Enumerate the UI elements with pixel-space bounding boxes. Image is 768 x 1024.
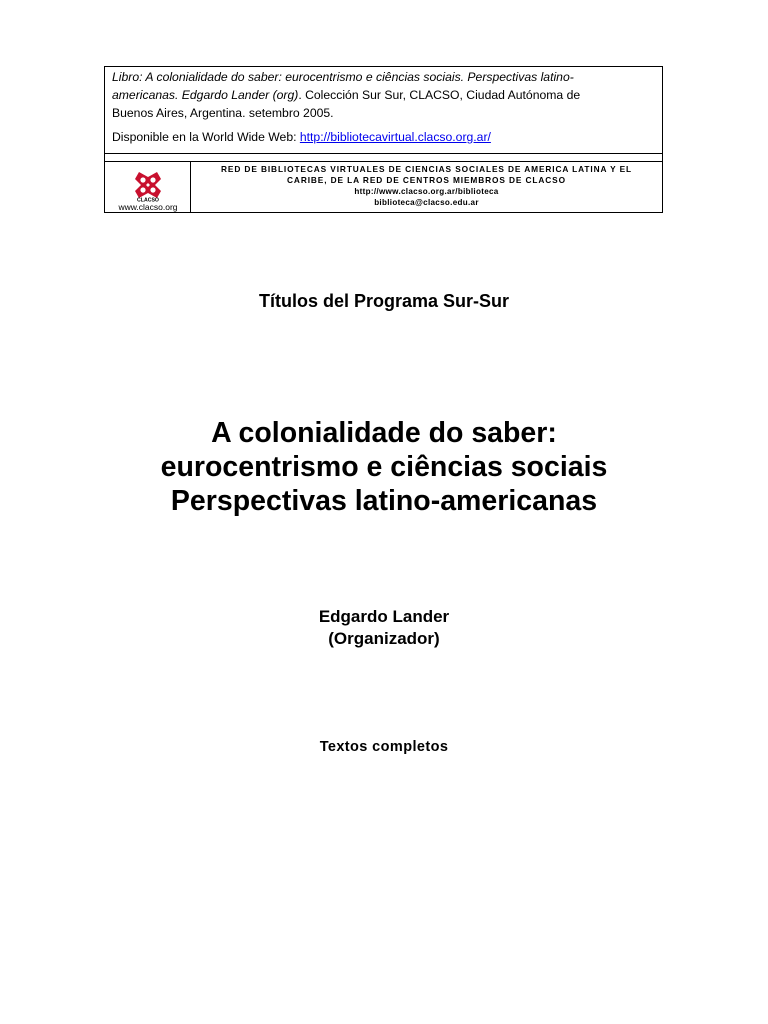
network-line-2: CARIBE, DE LA RED DE CENTROS MIEMBROS DE CLACSO bbox=[287, 175, 566, 185]
citation-line-2-italic: americanas. Edgardo Lander (org) bbox=[112, 88, 299, 102]
author-block bbox=[0, 606, 768, 650]
logo-cell bbox=[105, 162, 191, 213]
program-title: Títulos del Programa Sur-Sur bbox=[258, 291, 510, 311]
author-role: (Organizador) bbox=[328, 629, 440, 648]
clacso-wordmark: CLACSO bbox=[137, 197, 159, 202]
network-row bbox=[105, 161, 662, 213]
library-link[interactable]: http://bibliotecavirtual.clacso.org.ar/ bbox=[299, 130, 491, 144]
availability-label: Disponible en la World Wide Web: bbox=[112, 130, 300, 144]
network-url: http://www.clacso.org.ar/biblioteca bbox=[354, 187, 499, 196]
citation-box bbox=[104, 66, 663, 213]
citation-line-2 bbox=[112, 86, 656, 104]
author-name: Edgardo Lander bbox=[318, 607, 450, 626]
network-line-1: RED DE BIBLIOTECAS VIRTUALES DE CIENCIAS SOCIALES DE AMERICA LATINA Y EL bbox=[221, 164, 632, 174]
book-title-line-3: Perspectivas latino-americanas bbox=[170, 485, 598, 517]
citation-line-2-rest: . Colección Sur Sur, CLACSO, Ciudad Autónoma de bbox=[298, 88, 581, 102]
book-title-line-1: A colonialidade do saber: bbox=[211, 417, 557, 449]
full-texts-label: Textos completos bbox=[319, 739, 449, 755]
network-text bbox=[191, 164, 662, 208]
book-title bbox=[0, 416, 768, 518]
citation-line-1: Libro: A colonialidade do saber: eurocentrismo e ciências sociais. Perspectivas latino- bbox=[112, 70, 574, 84]
clacso-logo-icon bbox=[131, 168, 165, 202]
logo-url: www.clacso.org bbox=[118, 202, 178, 212]
citation-text bbox=[105, 67, 662, 153]
book-title-line-2: eurocentrismo e ciências sociais bbox=[160, 451, 608, 483]
citation-line-3: Buenos Aires, Argentina. setembro 2005. bbox=[112, 106, 334, 120]
network-email: biblioteca@clacso.edu.ar bbox=[374, 198, 479, 207]
availability-line bbox=[112, 128, 656, 146]
divider bbox=[105, 153, 662, 154]
